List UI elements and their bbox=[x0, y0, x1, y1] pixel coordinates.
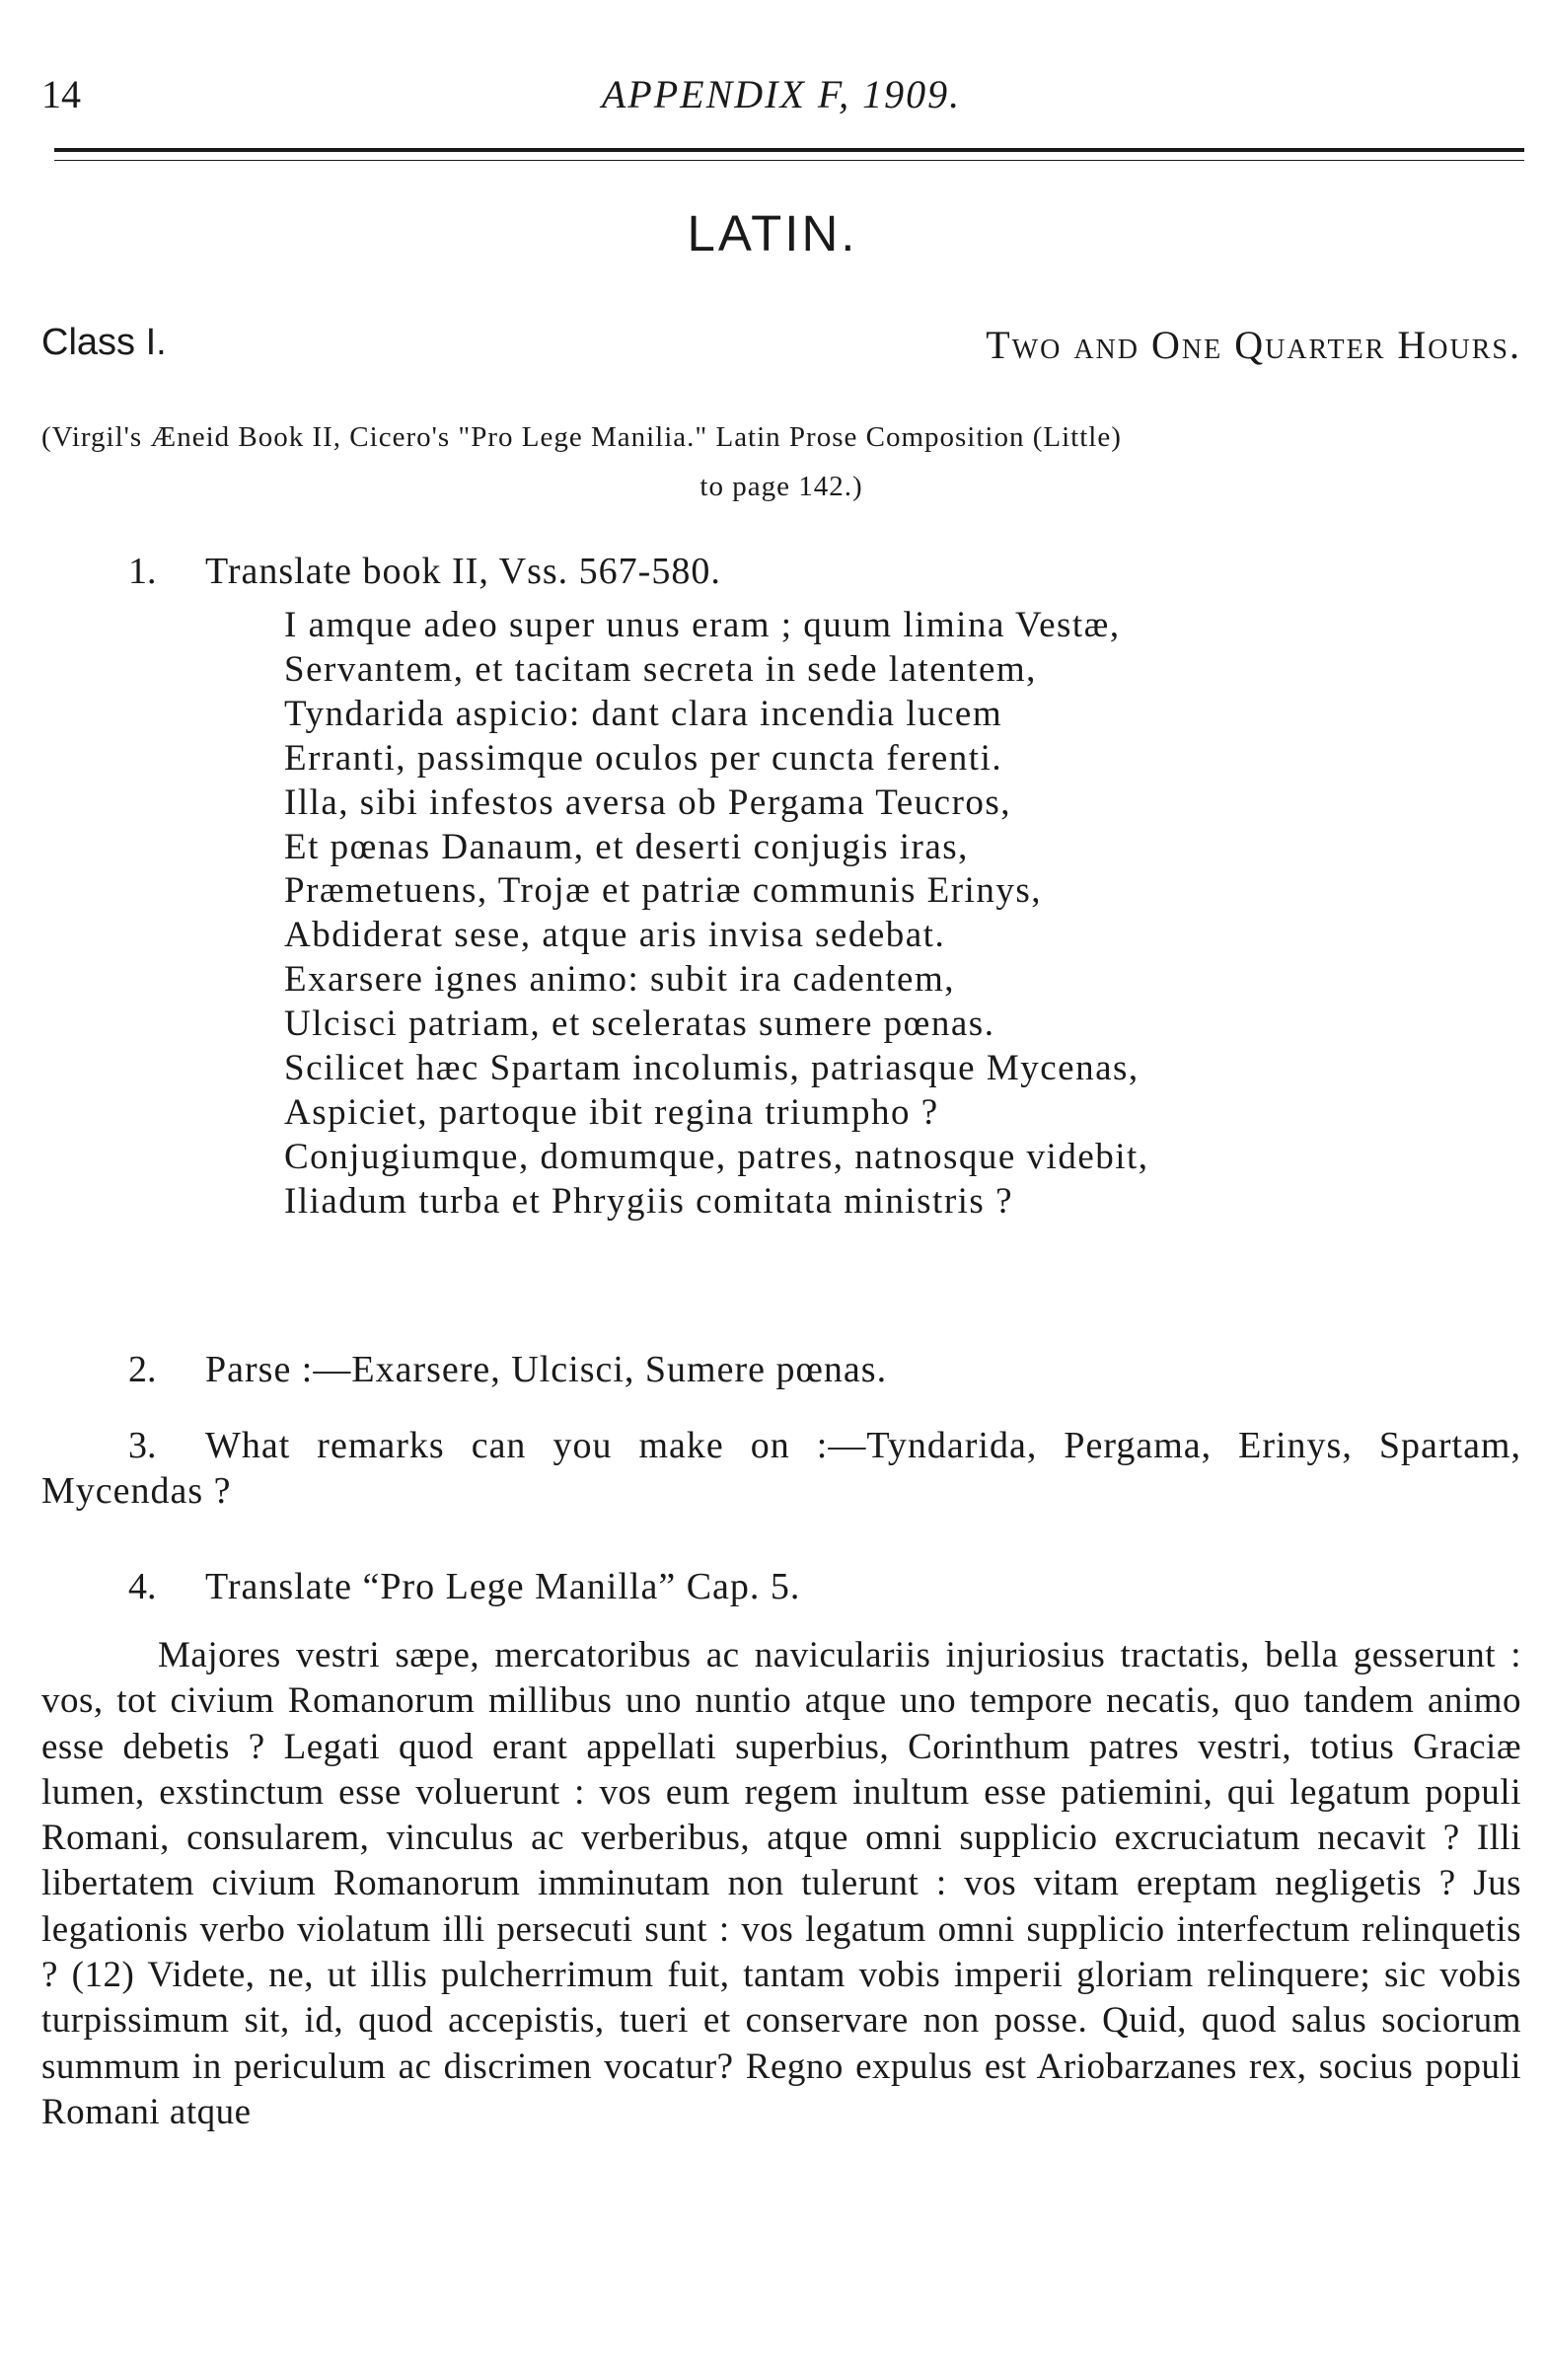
question-2 bbox=[41, 1347, 1521, 1392]
syllabus-note bbox=[41, 412, 1521, 511]
question-text: Translate book II, Vss. 567-580. bbox=[205, 551, 721, 592]
page-number: 14 bbox=[41, 72, 81, 116]
question-text: What remarks can you make on :—Tyndarida, Pergama, Erinys, Spartam, Mycendas ? bbox=[41, 1425, 1521, 1512]
verse-line: Scilicet hæc Spartam incolumis, patriasque Mycenas, bbox=[284, 1048, 1140, 1089]
verse-line: Exarsere ignes animo: subit ira cadentem, bbox=[284, 959, 956, 1001]
syllabus-line: (Virgil's Æneid Book II, Cicero's "Pro Lege Manilia." Latin Prose Composition (Little) bbox=[41, 421, 1122, 453]
latin-verse-passage bbox=[284, 604, 1527, 1225]
verse-line: Ulcisci patriam, et sceleratas sumere pœnas. bbox=[284, 1004, 995, 1045]
running-title: APPENDIX F, 1909. bbox=[601, 72, 962, 116]
verse-line: Illa, sibi infestos aversa ob Pergama Teucros, bbox=[284, 781, 1012, 823]
question-number: 4. bbox=[128, 1566, 157, 1607]
verse-line: Conjugiumque, domumque, patres, natnosque videbit, bbox=[284, 1136, 1149, 1177]
verse-line: Et pœnas Danaum, et deserti conjugis iras, bbox=[284, 826, 969, 867]
verse-line: Erranti, passimque oculos per cuncta ferenti. bbox=[284, 737, 1003, 779]
class-label: Class I. bbox=[41, 322, 167, 363]
question-1 bbox=[41, 549, 1521, 594]
page-header bbox=[41, 71, 1521, 130]
verse-line: Tyndarida aspicio: dant clara incendia lucem bbox=[284, 693, 1003, 734]
verse-line: Iliadum turba et Phrygiis comitata ministris ? bbox=[284, 1180, 1013, 1222]
prose-text: Majores vestri sæpe, mercatoribus ac naviculariis injuriosius tractatis, bella gesserunt : vos, tot civium Romanorum millibus uno nuntio atque uno tempore necatis, quo tandem animo esse debetis ? Legati quod erant appellati superbius, Corinthum patres vestri, totius Graciæ lumen, exstinctum esse voluerunt : vos eum regem inultum esse patiemini, qui legatum populi Romani, consularem, vinculus ac verberibus, atque omni supplicio excruciatum necavit ? Illi libertatem civium Romanorum imminutam non tulerunt : vos vitam ereptam negligetis ? Jus legationis verbo violatum illi persecuti sunt : vos legatum omni supplicio interfectum relinquetis ? (12) Videte, ne, ut illis pulcherrimum fuit, tantam vobis imperii gloriam relinquere; sic vobis turpissimum sit, id, quod accepistis, tueri et conservare non posse. Quid, quod salus sociorum summum in periculum ac discrimen vocatur? Regno expulus est Ariobarzanes rex, socius populi Romani atque bbox=[41, 1635, 1521, 2132]
verse-line: Præmetuens, Trojæ et patriæ communis Erinys, bbox=[284, 870, 1042, 912]
section-title: LATIN. bbox=[687, 205, 858, 261]
header-rule-thick bbox=[54, 148, 1524, 152]
latin-prose-passage bbox=[41, 1633, 1521, 2135]
question-3 bbox=[41, 1423, 1521, 1514]
question-4 bbox=[41, 1564, 1521, 1609]
question-text: Parse :—Exarsere, Ulcisci, Sumere pœnas. bbox=[205, 1349, 888, 1390]
verse-line: Aspiciet, partoque ibit regina triumpho ? bbox=[284, 1091, 939, 1133]
question-text: Translate “Pro Lege Manilla” Cap. 5. bbox=[205, 1566, 801, 1607]
question-number: 3. bbox=[128, 1425, 157, 1466]
header-rule-thin bbox=[54, 160, 1524, 161]
syllabus-line: to page 142.) bbox=[699, 471, 863, 502]
exam-duration: Two and One Quarter Hours. bbox=[986, 323, 1521, 367]
question-number: 2. bbox=[128, 1349, 157, 1390]
verse-line: Abdiderat sese, atque aris invisa sedebat. bbox=[284, 915, 946, 956]
verse-line: Servantem, et tacitam secreta in sede latentem, bbox=[284, 648, 1037, 690]
question-number: 1. bbox=[128, 551, 157, 592]
verse-line: I amque adeo super unus eram ; quum limina Vestæ, bbox=[284, 605, 1121, 645]
